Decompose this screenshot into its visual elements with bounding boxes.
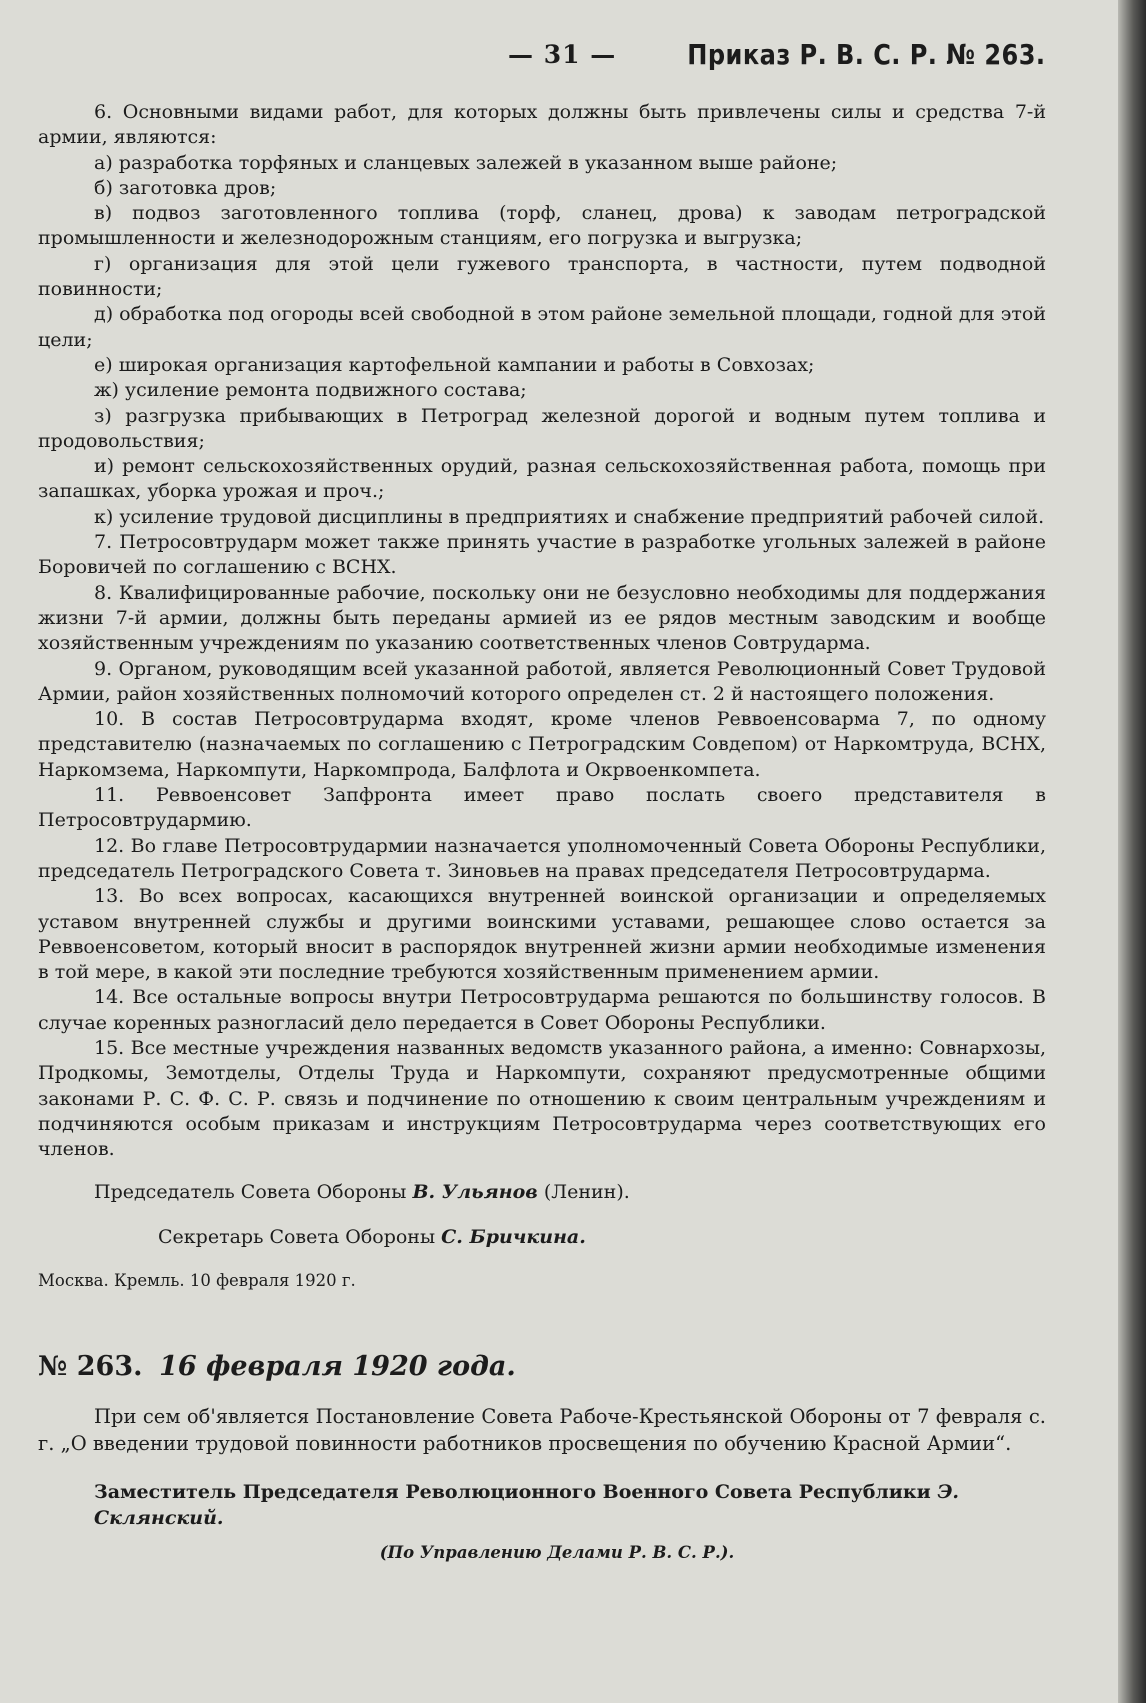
order-body [38,100,1046,1162]
paragraph: а) разработка торфяных и сланцевых залежей в указанном выше районе; [94,151,838,174]
paragraph: 12. Во главе Петросовтрудармии назначается уполномоченный Совета Обороны Республики, председатель Петроградского Совета т. Зиновьев на правах председателя Петросовтрударма. [38,834,1046,882]
order-263-body [38,1403,1046,1457]
paragraph: е) широкая организация картофельной кампании и работы в Совхозах; [94,353,815,376]
paragraph: к) усиление трудовой дисциплины в предприятиях и снабжение предприятий рабочей силой. [94,505,1045,528]
chairman-signature [38,1180,1046,1205]
page-edge-shadow [1118,0,1146,1703]
page-header [38,38,1046,78]
secretary-name: С. Бричкина. [441,1226,586,1249]
paragraph: 13. Во всех вопросах, касающихся внутренней воинской организации и определяемых уставом внутренней службы и другими воинскими уставами, решающее слово остается за Реввоенсоветом, который вносит в распорядок внутренней жизни армии необходимые изменения в той мере, в какой эти последние требуются хозяйственным применением армии. [38,885,1046,984]
paragraph: 7. Петросовтрударм может также принять участие в разработке угольных залежей в районе Боровичей по соглашению с ВСНХ. [38,531,1046,579]
paragraph: 8. Квалифицированные рабочие, поскольку они не безусловно необходимы для поддержания жизни 7-й армии, должны быть переданы армией из ее рядов местным заводским и вообще хозяйственным учреждениям по указанию соответственных членов Совтрударма. [38,581,1046,655]
paragraph: и) ремонт сельскохозяйственных орудий, разная сельскохозяйственная работа, помощь при запашках, уборка урожая и проч.; [38,455,1046,503]
paragraph: б) заготовка дров; [94,176,277,199]
paragraph: 9. Органом, руководящим всей указанной работой, является Революционный Совет Трудовой Армии, район хозяйственных полномочий которого определен ст. 2 й настоящего положения. [38,657,1046,705]
chairman-alias: (Ленин). [543,1181,630,1204]
secretary-title: Секретарь Совета Обороны [158,1226,436,1249]
deputy-signature [38,1479,1046,1531]
paragraph: в) подвоз заготовленного топлива (торф, сланец, дрова) к заводам петроградской промышленности и железнодорожным станциям, его погрузка и выгрузка; [38,202,1046,250]
paragraph: 15. Все местные учреждения названных ведомств указанного района, а именно: Совнархозы, Продкомы, Земотделы, Отделы Труда и Наркомпути, сохраняют предусмотренные общими законами Р. С. Ф. С. Р. связь и подчинение по отношению к своим центральным учреждениям и подчиняются особым приказам и инструкциям Петросовтрударма через соответствующих его членов. [38,1036,1046,1161]
paragraph: з) разгрузка прибывающих в Петроград железной дорогой и водным путем топлива и продовольствия; [38,404,1046,452]
paragraph: г) организация для этой цели гужевого транспорта, в частности, путем подводной повинности; [38,252,1046,301]
order-title: Приказ Р. В. С. Р. № 263. [687,38,1046,71]
deputy-name: Э. Склянский. [94,1481,960,1530]
order-text: При сем об'является Постановление Совета Рабоче-Крестьянской Обороны от 7 февраля с. г. „О введении трудовой повинности работников просвещения по обучению Красной Армии“. [38,1405,1046,1456]
chairman-name: В. Ульянов [412,1181,538,1204]
chairman-title: Председатель Совета Обороны [94,1181,407,1204]
paragraph: 10. В состав Петросовтрударма входят, кроме членов Реввоенсоварма 7, по одному представителю (назначаемых по соглашению с Петроградским Совдепом) от Наркомтруда, ВСНХ, Наркомзема, Наркомпути, Наркомпрода, Балфлота и Окрвоенкомпета. [38,708,1046,781]
place-date: Москва. Кремль. 10 февраля 1920 г. [38,1271,356,1291]
deputy-title: Заместитель Председателя Революционного Военного Совета Республики [94,1481,931,1504]
paragraph: 6. Основными видами работ, для которых должны быть привлечены силы и средства 7-й армии, являются: [38,101,1046,149]
paragraph: 14. Все остальные вопросы внутри Петросовтрударма решаются по большинству голосов. В случае коренных разногласий дело передается в Совет Обороны Республики. [38,986,1046,1034]
page-number: — 31 — [508,40,617,69]
secretary-signature [38,1225,1046,1250]
paragraph: д) обработка под огороды всей свободной в этом районе земельной площади, годной для этой цели; [38,303,1046,351]
paragraph: 11. Реввоенсовет Запфронта имеет право послать своего представителя в Петросовтрудармию. [38,784,1046,832]
department-note: (По Управлению Делами Р. В. С. Р.). [379,1543,735,1563]
paragraph: ж) усиление ремонта подвижного состава; [94,379,527,402]
order-263-heading [38,1351,1046,1383]
order-number: № 263. [38,1351,143,1383]
order-date: 16 февраля 1920 года. [159,1351,516,1383]
